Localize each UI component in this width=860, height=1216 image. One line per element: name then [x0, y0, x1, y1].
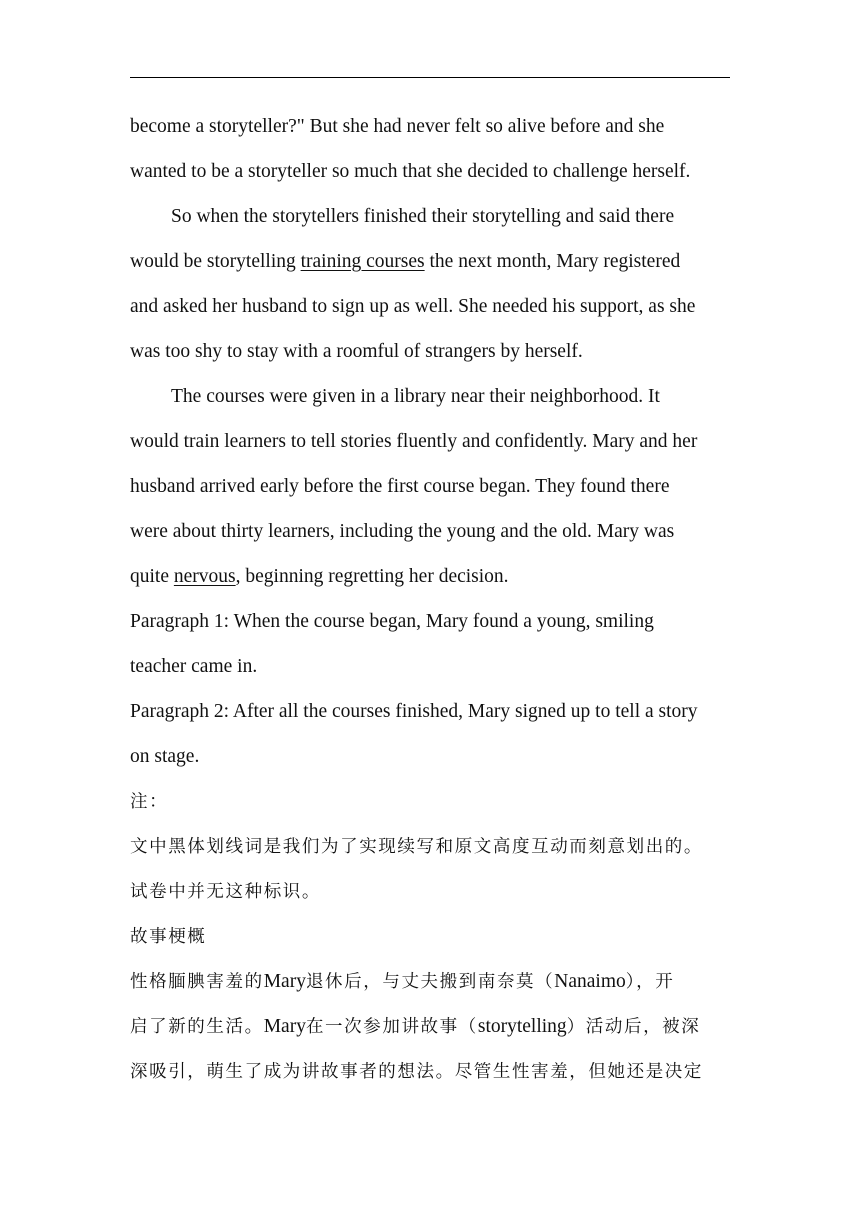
note-text: 试卷中并无这种标识。 [130, 882, 321, 902]
text-segment: Mary [263, 1016, 306, 1037]
text-line: So when the storytellers finished their storytelling and said there [171, 206, 675, 227]
paragraph-prompt: teacher came in. [130, 656, 258, 677]
summary-text [130, 970, 730, 994]
paragraph-prompt: on stage. [130, 746, 200, 767]
summary-heading: 故事梗概 [130, 927, 207, 947]
text-segment: Mary [263, 971, 306, 992]
text-line: The courses were given in a library near their neighborhood. It [171, 386, 660, 407]
text-line: wanted to be a storyteller so much that she decided to challenge herself. [130, 161, 691, 182]
text-segment: ）活动后，被深 [566, 1017, 701, 1037]
text-line: would train learners to tell stories fluently and confidently. Mary and her [130, 431, 698, 452]
text-segment: storytelling [477, 1016, 567, 1037]
paragraph-prompt: Paragraph 1: When the course began, Mary found a young, smiling [130, 611, 654, 632]
underlined-phrase: training courses [300, 251, 425, 272]
note-heading: 注： [130, 792, 169, 812]
text-segment: 启了新的生活。 [130, 1017, 264, 1037]
text-line: were about thirty learners, including the young and the old. Mary was [130, 521, 675, 542]
text-segment: Nanaimo [554, 971, 626, 992]
text-line [130, 565, 730, 589]
text-segment: 性格腼腆害羞的 [130, 972, 264, 992]
text-segment: the next month, Mary registered [424, 251, 681, 272]
summary-text: 深吸引，萌生了成为讲故事者的想法。尽管生性害羞，但她还是决定 [130, 1062, 703, 1082]
summary-text [130, 1015, 730, 1039]
underlined-phrase: nervous [173, 566, 236, 587]
text-segment: 在一次参加讲故事（ [305, 1017, 478, 1037]
text-line: was too shy to stay with a roomful of strangers by herself. [130, 341, 583, 362]
text-segment: would be storytelling [130, 251, 301, 272]
header-rule [130, 77, 730, 78]
paragraph-prompt: Paragraph 2: After all the courses finished, Mary signed up to tell a story [130, 701, 698, 722]
text-line: become a storyteller?" But she had never felt so alive before and she [130, 116, 665, 137]
text-segment: ），开 [625, 972, 675, 992]
note-text: 文中黑体划线词是我们为了实现续写和原文高度互动而刻意划出的。 [130, 837, 703, 857]
text-line [130, 250, 730, 274]
text-segment: quite [130, 566, 174, 587]
text-line: husband arrived early before the first course began. They found there [130, 476, 670, 497]
text-segment: 退休后，与丈夫搬到南奈莫（ [305, 972, 555, 992]
text-segment: , beginning regretting her decision. [235, 566, 509, 587]
text-line: and asked her husband to sign up as well. She needed his support, as she [130, 296, 696, 317]
